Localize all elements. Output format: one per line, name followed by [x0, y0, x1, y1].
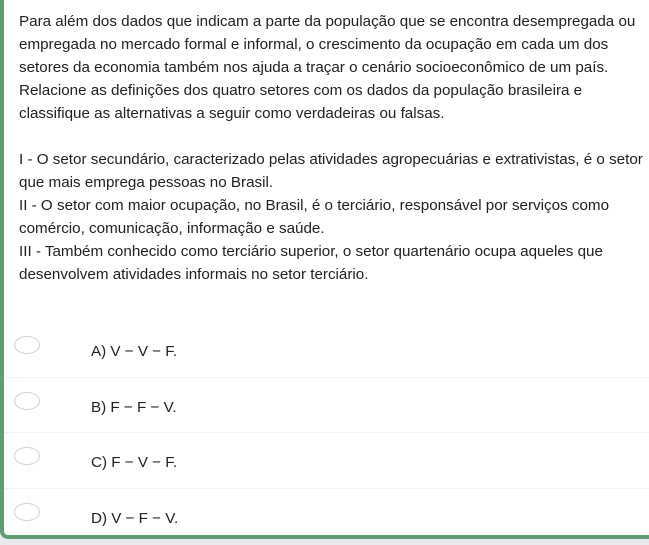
statement-2: II - O setor com maior ocupação, no Brasil, é o terciário, responsável por serviços como comércio, comunicação, informação e saúde. [19, 197, 610, 237]
option-d[interactable] [4, 489, 649, 544]
option-c-label: C) F − V − F. [91, 454, 178, 471]
option-a-label: A) V − V − F. [91, 343, 178, 360]
radio-button-c[interactable] [14, 447, 40, 465]
statement-1: I - O setor secundário, caracterizado pelas atividades agropecuárias e extrativistas, é o setor que mais emprega pessoas no Brasil. [19, 151, 643, 191]
option-a[interactable] [4, 322, 649, 378]
statement-3: III - Também conhecido como terciário superior, o setor quartenário ocupa aqueles que desenvolvem atividades informais no setor terciário. [19, 243, 603, 283]
paragraph-spacer [19, 125, 644, 148]
question-text-block [19, 10, 644, 286]
option-b-label: B) F − F − V. [91, 398, 177, 416]
radio-button-b[interactable] [14, 392, 40, 410]
option-b[interactable] [4, 378, 649, 434]
option-c[interactable] [4, 433, 649, 489]
radio-button-a[interactable] [14, 336, 40, 354]
answer-options [4, 322, 649, 543]
question-intro: Para além dos dados que indicam a parte da população que se encontra desempregada ou empregada no mercado formal e informal, o crescimento da ocupação em cada um dos setores da economia também nos ajuda a traçar o cenário socioeconômico de um país. Relacione as definições dos quatro setores com os dados da população brasileira e classifique as alternativas a seguir como verdadeiras ou falsas. [19, 13, 636, 122]
option-d-label: D) V − F − V. [91, 509, 179, 527]
radio-button-d[interactable] [14, 503, 40, 521]
